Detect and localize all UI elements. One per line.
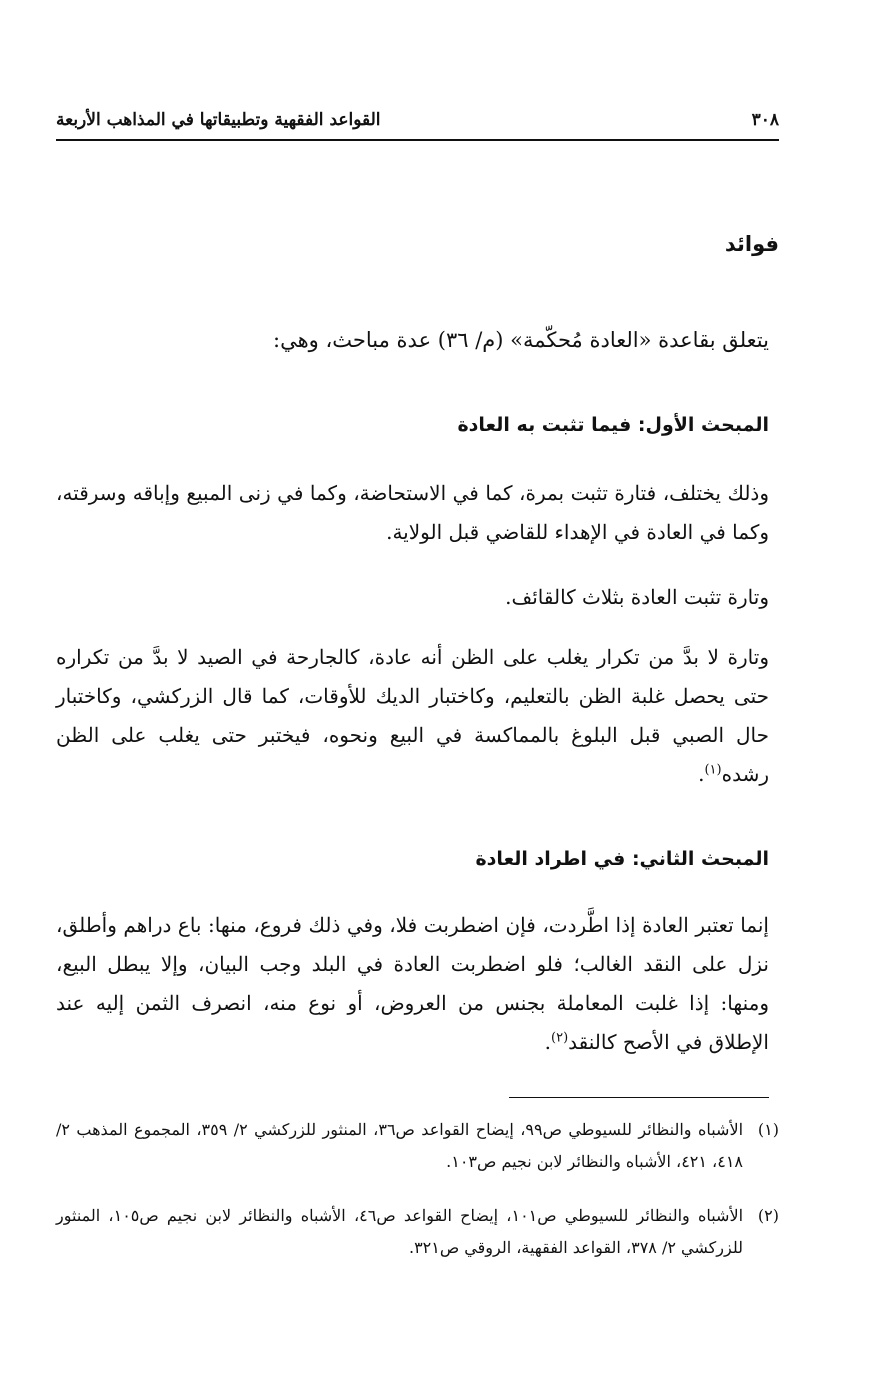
- header-divider: [56, 139, 779, 141]
- book-title: القواعد الفقهية وتطبيقاتها في المذاهب الأربعة: [56, 110, 381, 130]
- footnote-1: [56, 1114, 779, 1178]
- mabhath1-paragraph-3: [56, 638, 769, 794]
- section-title: فوائد: [724, 232, 779, 256]
- page-number: ٣٠٨: [751, 110, 779, 130]
- mabhath2-paragraph-1: [56, 906, 769, 1062]
- footnote-divider: [509, 1097, 769, 1098]
- intro-paragraph: يتعلق بقاعدة «العادة مُحكّمة» (م/ ٣٦) عدة مباحث، وهي:: [273, 328, 769, 352]
- mabhath1-paragraph-3-text: وتارة لا بدَّ من تكرار يغلب على الظن أنه عادة، كالجارحة في الصيد لا بدَّ من تكراره حتى يحصل غلبة الظن بالتعليم، وكاختبار الديك للأوقات، كما قال الزركشي، وكاختبار حال الصبي قبل البلوغ بالمماكسة في البيع ونحوه، فيختبر حتى يغلب على الظن رشده: [56, 645, 769, 786]
- mabhath2-heading: المبحث الثاني: في اطراد العادة: [475, 848, 769, 870]
- mabhath1-paragraph-2: وتارة تثبت العادة بثلاث كالقائف.: [505, 585, 769, 609]
- mabhath2-paragraph-1-text: إنما تعتبر العادة إذا اطَّردت، فإن اضطربت فلا، وفي ذلك فروع، منها: باع دراهم وأطلق، نزل على النقد الغالب؛ فلو اضطربت العادة في البلد وجب البيان، وإلا يبطل البيع، ومنها: إذا غلبت المعاملة بجنس من العروض، أو نوع منه، انصرف الثمن إليه عند الإطلاق في الأصح كالنقد: [56, 913, 769, 1054]
- running-header: [56, 104, 779, 136]
- footnote-ref-2[interactable]: (٢): [551, 1030, 569, 1046]
- footnote-2-text: الأشباه والنظائر للسيوطي ص١٠١، إيضاح القواعد ص٤٦، الأشباه والنظائر لابن نجيم ص١٠٥، المنثور للزركشي ٢/ ٣٧٨، القواعد الفقهية، الروقي ص٣٢١.: [56, 1206, 744, 1257]
- footnote-2: [56, 1200, 779, 1264]
- mabhath2-paragraph-1-end: .: [544, 1030, 551, 1054]
- footnote-ref-1[interactable]: (١): [704, 762, 722, 778]
- mabhath1-paragraph-3-end: .: [698, 762, 705, 786]
- footnote-1-number: (١): [757, 1120, 779, 1139]
- mabhath1-paragraph-1: وذلك يختلف، فتارة تثبت بمرة، كما في الاستحاضة، وكما في زنى المبيع وإباقه وسرقته، وكما في العادة في الإهداء للقاضي قبل الولاية.: [56, 481, 769, 544]
- footnote-1-text: الأشباه والنظائر للسيوطي ص٩٩، إيضاح القواعد ص٣٦، المنثور للزركشي ٢/ ٣٥٩، المجموع المذهب ٢/ ٤١٨، ٤٢١، الأشباه والنظائر لابن نجيم ص١٠٣.: [56, 1120, 744, 1171]
- mabhath1-heading: المبحث الأول: فيما تثبت به العادة: [457, 414, 769, 436]
- footnote-2-number: (٢): [757, 1206, 779, 1225]
